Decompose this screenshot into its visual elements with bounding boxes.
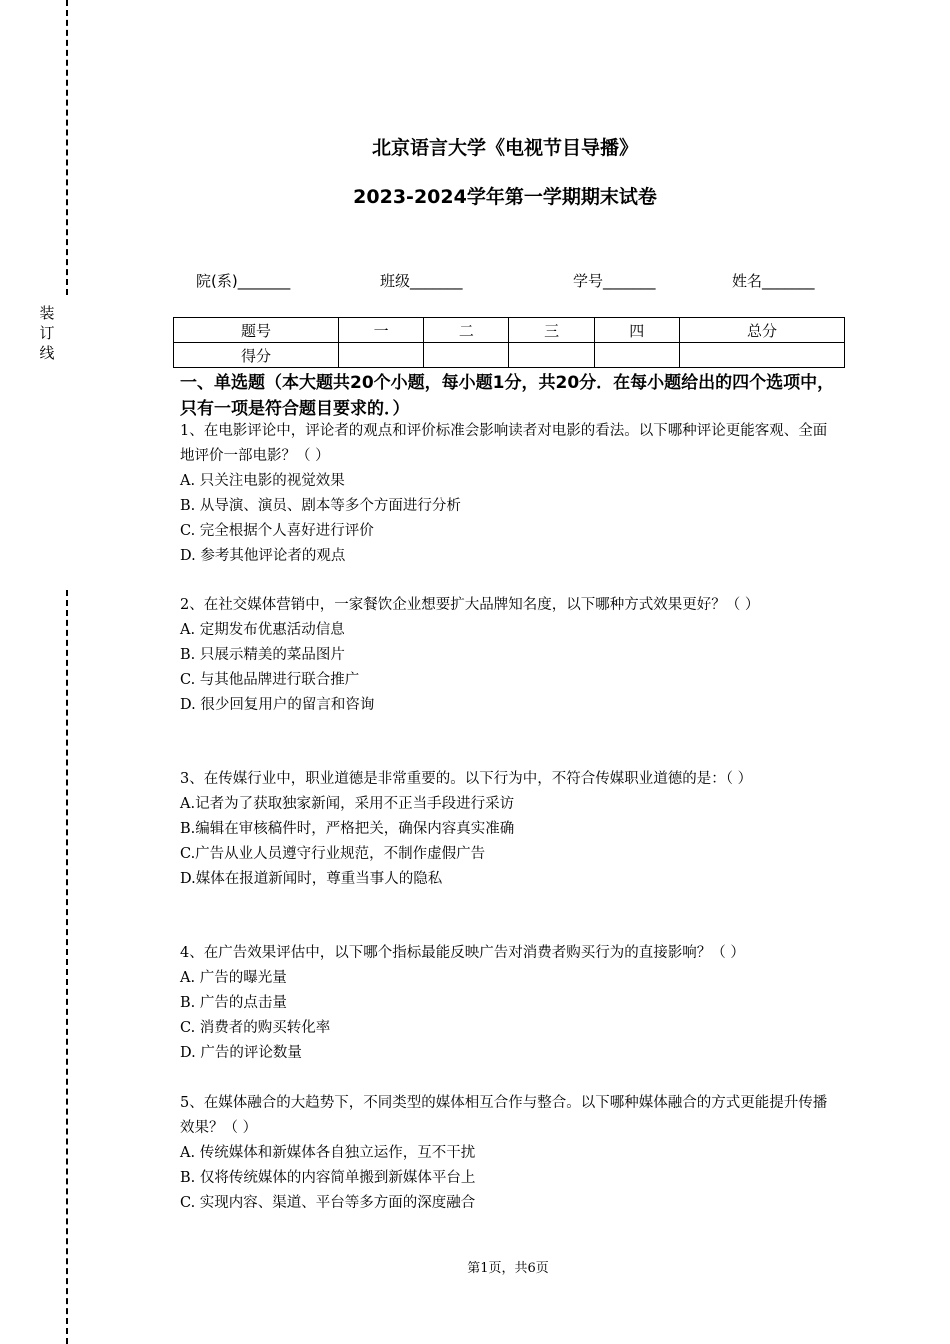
question-option: B. 广告的点击量 [180,995,287,1011]
exam-title: 北京语言大学《电视节目导播》 [371,137,638,159]
score-cell [594,343,679,368]
page-number: 第1页，共6页 [467,1261,549,1276]
question-option: D. 很少回复用户的留言和咨询 [180,697,375,713]
score-header-cell: 二 [424,318,509,343]
question-2 [180,593,840,718]
question-option: D.媒体在报道新闻时，尊重当事人的隐私 [180,871,443,887]
info-field-student-id: 学号_______ [573,272,656,290]
question-option: A. 只关注电影的视觉效果 [180,473,345,489]
question-option: D. 参考其他评论者的观点 [180,548,346,564]
question-option: C. 消费者的购买转化率 [180,1020,331,1036]
score-table-header-row [174,318,845,343]
score-header-cell: 一 [339,318,424,343]
info-field-class: 班级_______ [380,272,463,290]
score-header-cell: 题号 [174,318,339,343]
question-option: A. 定期发布优惠活动信息 [180,622,345,638]
question-option: A. 广告的曝光量 [180,970,287,986]
question-option: B.编辑在审核稿件时，严格把关，确保内容真实准确 [180,821,515,837]
question-option: C.广告从业人员遵守行业规范，不制作虚假广告 [180,846,486,862]
question-option: B. 只展示精美的菜品图片 [180,647,345,663]
question-option: A.记者为了获取独家新闻，采用不正当手段进行采访 [180,796,515,812]
score-cell [339,343,424,368]
question-option: B. 从导演、演员、剧本等多个方面进行分析 [180,498,461,514]
score-row-label: 得分 [174,343,339,368]
question-option: B. 仅将传统媒体的内容简单搬到新媒体平台上 [180,1170,476,1186]
question-stem: 4、在广告效果评估中，以下哪个指标最能反映广告对消费者购买行为的直接影响？（ ） [180,945,745,961]
question-1 [180,419,840,569]
question-stem: 1、在电影评论中，评论者的观点和评价标准会影响读者对电影的看法。以下哪种评论更能客观、全面地评价一部电影？（ ） [180,423,828,464]
score-header-cell: 三 [509,318,594,343]
score-table-score-row [174,343,845,368]
info-field-name: 姓名_______ [732,272,815,290]
binding-line-bottom [66,590,68,1344]
score-cell [509,343,594,368]
question-stem: 3、在传媒行业中，职业道德是非常重要的。以下行为中，不符合传媒职业道德的是：（ ） [180,771,753,787]
question-option: D. 广告的评论数量 [180,1045,302,1061]
question-stem: 5、在媒体融合的大趋势下，不同类型的媒体相互合作与整合。以下哪种媒体融合的方式更能提升传播效果？（ ） [180,1095,828,1136]
binding-label: 装订线 [39,304,55,362]
score-cell [679,343,844,368]
question-option: C. 实现内容、渠道、平台等多方面的深度融合 [180,1195,476,1211]
score-table [173,317,845,368]
question-4 [180,941,840,1066]
question-3 [180,767,840,892]
question-option: A. 传统媒体和新媒体各自独立运作，互不干扰 [180,1145,476,1161]
info-field-department: 院(系)_______ [196,272,291,290]
score-cell [424,343,509,368]
question-option: C. 完全根据个人喜好进行评价 [180,523,374,539]
exam-subtitle: 2023-2024学年第一学期期末试卷 [353,186,657,208]
question-stem: 2、在社交媒体营销中，一家餐饮企业想要扩大品牌知名度，以下哪种方式效果更好？（ ） [180,597,760,613]
question-option: C. 与其他品牌进行联合推广 [180,672,360,688]
section-heading: 一、单选题（本大题共20个小题，每小题1分，共20分．在每小题给出的四个选项中，只有一项是符合题目要求的．） [180,373,835,419]
score-header-cell: 总分 [679,318,844,343]
question-5 [180,1091,840,1216]
score-header-cell: 四 [594,318,679,343]
